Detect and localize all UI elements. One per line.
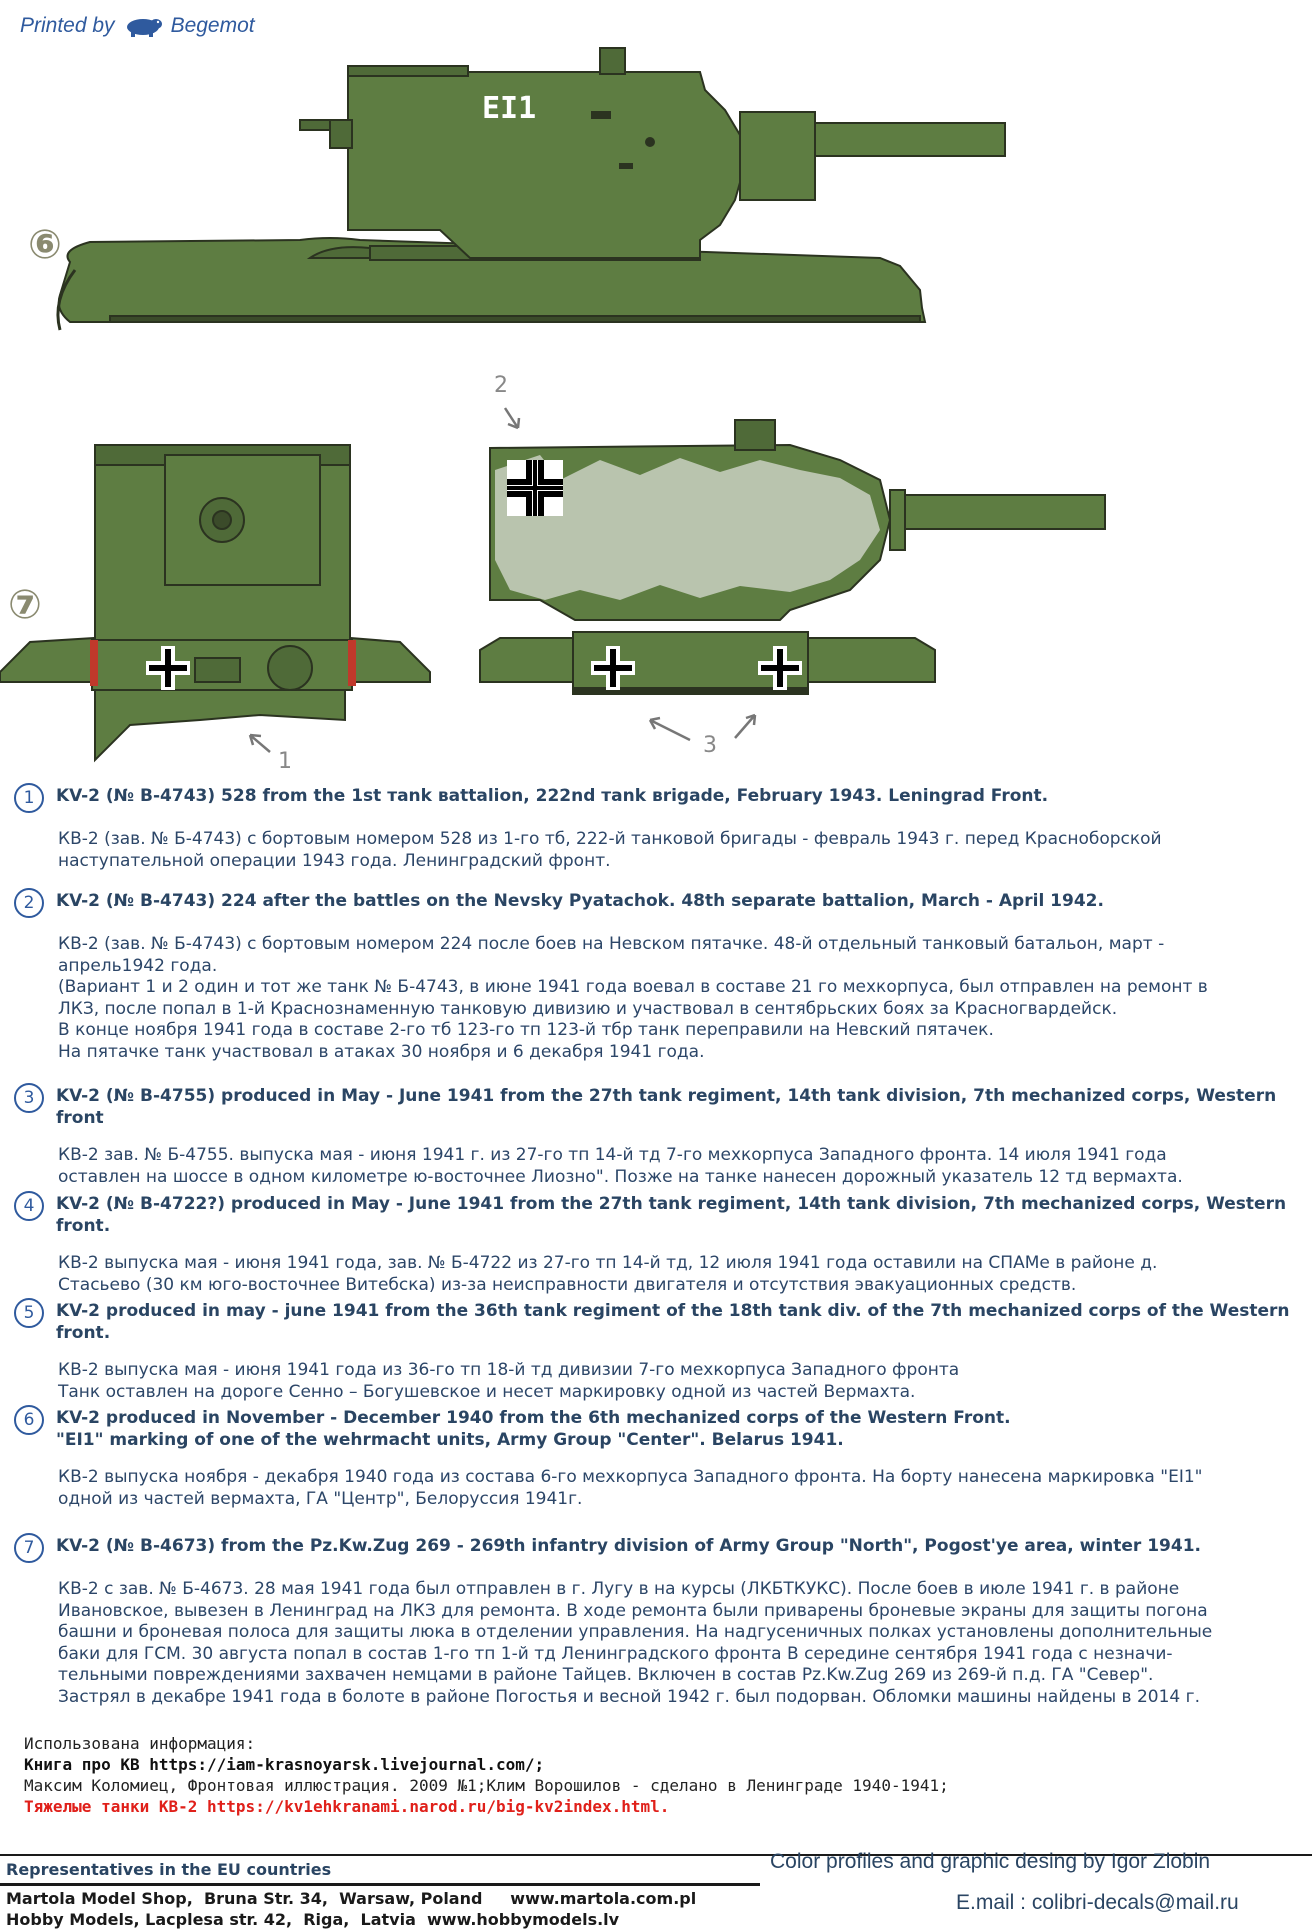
eu-representatives-label: Representatives in the EU countries bbox=[6, 1860, 332, 1879]
red-screen-right bbox=[348, 640, 356, 686]
arrow-3b bbox=[735, 715, 755, 738]
entry-description: КВ-2 (зав. № Б-4743) с бортовым номером 528 из 1-го тб, 222-й танковой бригады - февраль 1943 г. перед Красноборской наступательной операции 1943 года. Ленинградский фронт. bbox=[58, 829, 1162, 871]
entry-title: KV-2 (№ B-4743) 528 from the 1st тank вattalion, 222nd тank вrigade, February 1943. Leningrad Front. bbox=[56, 786, 1049, 806]
entry-title: KV-2 (№ B-4673) from the Pz.Kw.Zug 269 - 269th infantry division of Army Group "North", Pogost'ye area, winter 1941. bbox=[56, 1536, 1202, 1556]
entry-number: 1 bbox=[14, 783, 44, 813]
entry-7 bbox=[14, 1535, 1304, 1708]
entry-description: КВ-2 с зав. № Б-4673. 28 мая 1941 года был отправлен в г. Лугу в на курсы (ЛКБТКУКС). После боев в июле 1941 г. в районе Ивановское, вывезен в Ленинград на ЛКЗ для ремонта. В ходе ремонта были приварены броневые экраны для защиты погона башни и броневая полоса для защиты люка в отделении управления. На надгусеничных полках установлены дополнительные баки для ГСМ. 30 августа попал в состав 1-го тп 1-й тд Ленинградского фронта В середине сентября 1941 года с незначи- тельными повреждениями захвачен немцами в районе Тайцев. Включен в состав Pz.Kw.Zug 269 из 269-й п.д. ГА "Север". Застрял в декабре 1941 года в болоте в районе Погостья и весной 1942 г. был подорван. Обломки машины найдены в 2014 г. bbox=[58, 1579, 1213, 1707]
entry-description: КВ-2 выпуска мая - июня 1941 года, зав. № Б-4722 из 27-го тп 14-й тд, 12 июля 1941 года оставили на СПАМе в районе д. Стасьево (30 км юго-восточнее Витебска) из-за неисправности двигателя и отсутствия эвакуационных средств. bbox=[58, 1253, 1158, 1295]
entry-title: KV-2 (№ B-4743) 224 after the battles on the Nevsky Pyatachok. 48th separate battalion, March - April 1942. bbox=[56, 891, 1104, 911]
contact-email[interactable]: E.mail : colibri-decals@mail.ru bbox=[956, 1891, 1239, 1914]
tank-illustrations bbox=[0, 0, 1312, 780]
entry-1 bbox=[14, 785, 1304, 872]
entry-title: KV-2 (№ B-4722?) produced in May - June 1941 from the 27th tank regiment, 14th tank division, 7th mechanized corps, Western front. bbox=[56, 1194, 1287, 1236]
callout-1: 1 bbox=[278, 749, 292, 774]
entry-number: 4 bbox=[14, 1191, 44, 1221]
tank-7-rear-view bbox=[0, 445, 430, 760]
entry-number: 5 bbox=[14, 1298, 44, 1328]
callout-2: 2 bbox=[494, 373, 508, 398]
entry-2 bbox=[14, 890, 1304, 1063]
balkenkreuz-turret bbox=[507, 460, 563, 516]
entry-5 bbox=[14, 1300, 1304, 1403]
sources-label: Использована информация: bbox=[24, 1734, 256, 1753]
entry-4 bbox=[14, 1193, 1304, 1296]
printer-name: Begemot bbox=[170, 14, 255, 37]
profile-6-badge: ⑥ bbox=[28, 222, 62, 268]
entry-number: 6 bbox=[14, 1405, 44, 1435]
entry-number: 2 bbox=[14, 888, 44, 918]
entry-6 bbox=[14, 1407, 1304, 1510]
turret-marking-ei1: EI1 bbox=[482, 91, 537, 126]
source-link-livejournal[interactable]: Книга про КВ https://iam-krasnoyarsk.livejournal.com/; bbox=[24, 1755, 545, 1774]
entry-3 bbox=[14, 1085, 1304, 1188]
entry-number: 3 bbox=[14, 1083, 44, 1113]
entry-number: 7 bbox=[14, 1533, 44, 1563]
red-screen-left bbox=[90, 640, 98, 686]
representatives-divider bbox=[0, 1883, 760, 1886]
entry-title: KV-2 (№ B-4755) produced in May - June 1941 from the 27th tank regiment, 14th tank division, 7th mechanized corps, Western front bbox=[56, 1086, 1277, 1128]
shop-hobbymodels: Hobby Models, Lacplesa str. 42, Riga, Latvia www.hobbymodels.lv bbox=[6, 1910, 620, 1929]
callout-3: 3 bbox=[703, 733, 717, 758]
profile-7-badge: ⑦ bbox=[8, 582, 42, 628]
entry-description: КВ-2 зав. № Б-4755. выпуска мая - июня 1941 г. из 27-го тп 14-й тд 7-го мехкорпуса Западного фронта. 14 июля 1941 года оставлен на шоссе в одном километре ю-восточнее Лиозно". Позже на танке нанесен дорожный указатель 12 тд вермахта. bbox=[58, 1145, 1183, 1187]
source-kolomiets: Максим Коломиец, Фронтовая иллюстрация. 2009 №1;Клим Ворошилов - сделано в Ленинграде 1940-1941; bbox=[24, 1776, 949, 1795]
entry-description: КВ-2 выпуска мая - июня 1941 года из 36-го тп 18-й тд дивизии 7-го мехкорпуса Западного фронта Танк оставлен на дороге Сенно – Богушевское и несет маркировку одной из частей Вермахта. bbox=[58, 1360, 960, 1402]
entry-description: КВ-2 (зав. № Б-4743) с бортовым номером 224 после боев на Невском пятачке. 48-й отдельный танковый батальон, март - апрель1942 года. (Вариант 1 и 2 один и тот же танк № Б-4743, в июне 1941 года воевал в составе 21 го мехкорпуса, был отправлен на ремонт в ЛКЗ, после попал в 1-й Краснознаменную танковую дивизию и участвовал в сентябрьских боях за Красногвардейск. В конце ноября 1941 года в составе 2-го тб 123-го тп 123-й тбр танк переправили на Невский пятачек. На пятачке танк участвовал в атаках 30 ноября и 6 декабря 1941 года. bbox=[58, 934, 1208, 1062]
graphic-credits: Color profiles and graphic desing by Igor Zlobin bbox=[770, 1850, 1211, 1873]
sources-block bbox=[24, 1733, 949, 1817]
shop-martola: Martola Model Shop, Bruna Str. 34, Warsaw, Poland www.martola.com.pl bbox=[6, 1889, 697, 1908]
printed-by-label: Printed by bbox=[20, 14, 115, 37]
entry-title: KV-2 produced in may - june 1941 from the 36th tank regiment of the 18th tank div. of the 7th mechanized corps of the Western front. bbox=[56, 1301, 1290, 1343]
source-link-narod[interactable]: Тяжелые танки КВ-2 https://kv1ehkranami.narod.ru/big-kv2index.html. bbox=[24, 1797, 670, 1816]
arrow-3a bbox=[650, 720, 690, 740]
entry-title: KV-2 produced in November - December 1940 from the 6th mechanized corps of the Western Front. "EI1" marking of one of the wehrmacht units, Army Group "Center". Belarus 1941. bbox=[56, 1408, 1011, 1450]
entry-description: КВ-2 выпуска ноября - декабря 1940 года из состава 6-го мехкорпуса Западного фронта. На борту нанесена маркировка "EI1" одной из частей вермахта, ГА "Центр", Белоруссия 1941г. bbox=[58, 1467, 1203, 1509]
